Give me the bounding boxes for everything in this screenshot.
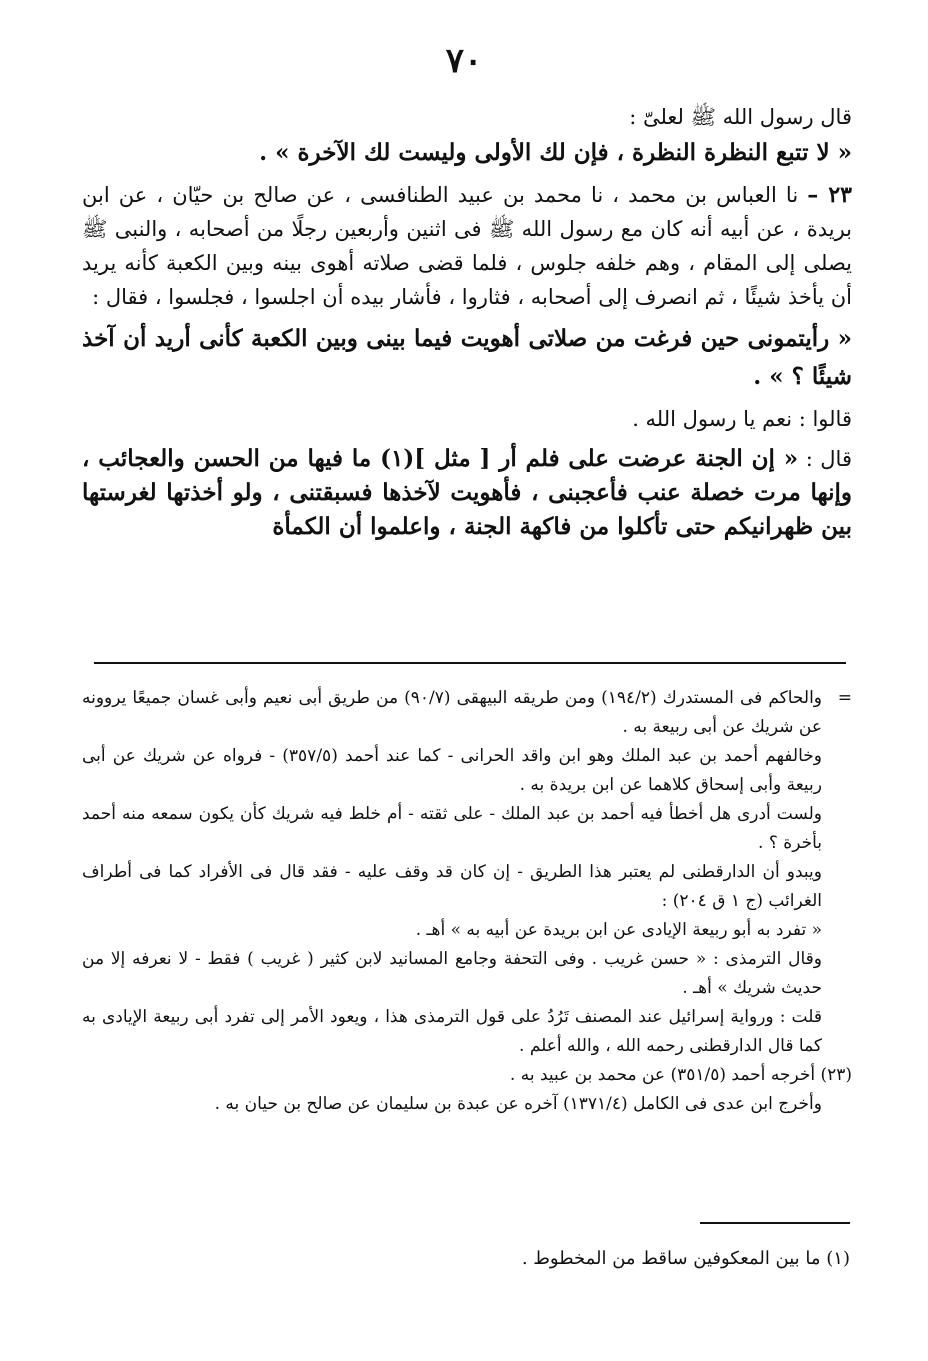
note-5: « تفرد به أبو ربيعة الإيادى عن ابن بريدة عن أبيه به » أهـ . [415, 920, 822, 940]
page-number: ٧٠ [445, 41, 483, 81]
hadith-number: ٢٣ – [807, 182, 852, 208]
note-9: وأخرج ابن عدى فى الكامل (١٣٧١/٤) آخره عن عبدة بن سليمان عن صالح بن حيان به . [214, 1094, 822, 1114]
note-4: ويبدو أن الدارقطنى لم يعتبر هذا الطريق - إن كان قد وقف عليه - فقد قال فى الأفراد كما فى أطراف الغرائب (ج ١ ق ٢٠٤) : [82, 862, 822, 911]
footnote-separator [94, 662, 846, 664]
takhrij-notes [82, 684, 852, 1119]
companions-reply: قالوا : نعم يا رسول الله . [632, 407, 852, 431]
intro-line: قال رسول الله ﷺ لعلىّ : [629, 105, 852, 129]
manuscript-footnote: (١) ما بين المعكوفين ساقط من المخطوط . [521, 1248, 850, 1269]
note-8: (٢٣) أخرجه أحمد (٣٥١/٥) عن محمد بن عبيد به . [509, 1065, 852, 1085]
hadith-23-isnad [82, 178, 852, 314]
hadith-quote-1: « لا تتبع النظرة النظرة ، فإن لك الأولى وليست لك الآخرة » . [259, 139, 852, 166]
note-2: وخالفهم أحمد بن عبد الملك وهو ابن واقد الحرانى - كما عند أحمد (٣٥٧/٥) - فرواه عن شريك عن أبى ربيعة وأبى إسحاق كلاهما عن ابن بريدة به . [82, 746, 822, 795]
quote-3-text: « إن الجنة عرضت على فلم أر [ مثل ](١) ما فيها من الحسن والعجائب ، وإنها مرت خصلة عنب فأعجبنى ، فأهويت لآخذها فسبقتنى ، ولو أخذتها لغرستها بين ظهرانيكم حتى تأكلوا من فاكهة الجنة ، واعلموا أن الكمأة [82, 445, 852, 540]
hadith-quote-3 [82, 442, 852, 544]
note-7: قلت : ورواية إسرائيل عند المصنف تَرُدُ على قول الترمذى هذا ، ويعود الأمر إلى تفرد أبى ربيعة الإيادى به كما قال الدارقطنى رحمه الله ، والله أعلم . [82, 1007, 822, 1056]
hadith-quote-2: « رأيتمونى حين فرغت من صلاتى أهويت فيما بينى وبين الكعبة كأنى أريد أن آخذ شيئًا ؟ » . [82, 325, 852, 390]
note-6: وقال الترمذى : « حسن غريب . وفى التحفة وجامع المسانيد لابن كثير ( غريب ) فقط - لا نعرفه إلا من حديث شريك » أهـ . [82, 949, 822, 998]
continuation-marker: = [837, 688, 852, 708]
main-text [82, 100, 852, 544]
hadith-23-text: نا العباس بن محمد ، نا محمد بن عبيد الطنافسى ، عن صالح بن حيّان ، عن ابن بريدة ، عن أبيه أنه كان مع رسول الله ﷺ فى اثنين وأربعين رجلًا من أصحابه ، والنبى ﷺ يصلى إلى المقام ، وهم خلفه جلوس ، فلما قضى صلاته أهوى بينه وبين الكعبة كأنه يريد أن يأخذ شيئًا ، ثم انصرف إلى أصحابه ، فثاروا ، فأشار بيده أن اجلسوا ، فجلسوا ، فقال : [82, 183, 852, 309]
quote-3-intro: قال : [805, 447, 852, 471]
note-1: = والحاكم فى المستدرك (١٩٤/٢) ومن طريقه البيهقى (٩٠/٧) من طريق أبى نعيم وأبى غسان جميعًا يروونه عن شريك عن أبى ربيعة به . [82, 684, 852, 742]
manuscript-note-separator [700, 1222, 850, 1224]
note-3: ولست أدرى هل أخطأ فيه أحمد بن عبد الملك - على ثقته - أم خلط فيه شريك كأن يكون سمعه منه أحمد بأخرة ؟ . [82, 804, 822, 853]
